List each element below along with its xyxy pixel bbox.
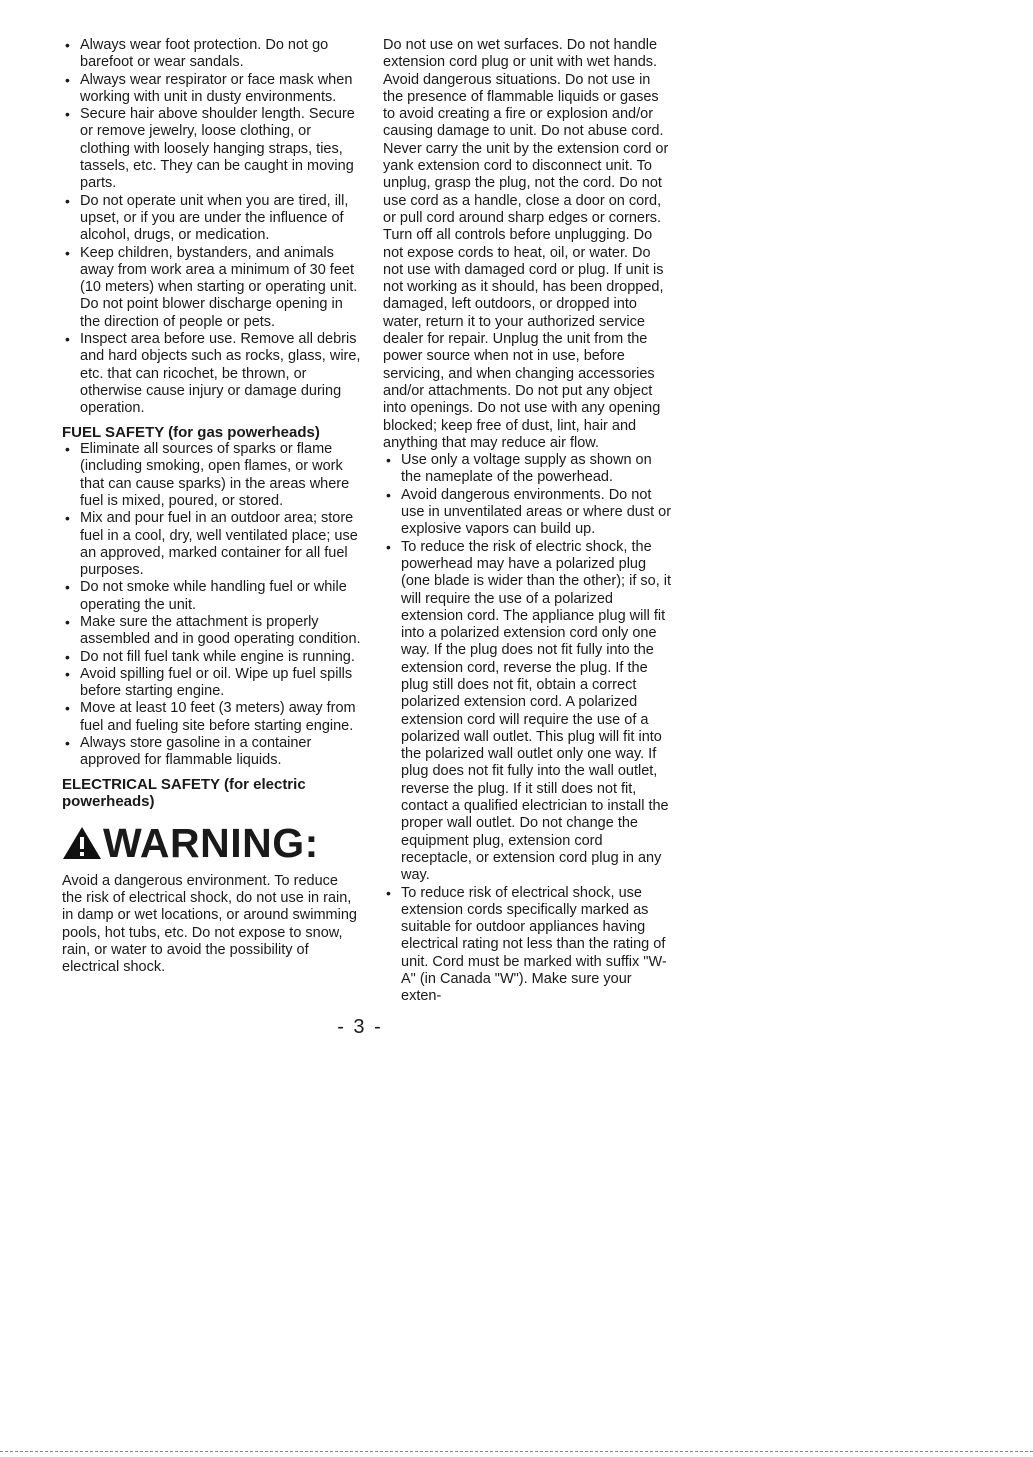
warning-triangle-icon (62, 826, 102, 860)
list-item: • Make sure the attachment is properly assembled and in good operating condition. (62, 614, 362, 649)
list-item: • Do not smoke while handling fuel or while operating the unit. (62, 579, 362, 614)
list-item: • Avoid spilling fuel or oil. Wipe up fuel spills before starting engine. (62, 666, 362, 701)
list-item: • Mix and pour fuel in an outdoor area; store fuel in a cool, dry, well ventilated place; use an approved, marked container for all fuel purposes. (62, 510, 362, 579)
list-item: • Secure hair above shoulder length. Secure or remove jewelry, loose clothing, or clothing with loosely hanging straps, ties, tassels, etc. They can be caught in moving parts. (62, 106, 362, 192)
list-item: • Always wear respirator or face mask when working with unit in dusty environments. (62, 72, 362, 107)
warning-label: WARNING: (103, 819, 319, 866)
list-item: • Keep children, bystanders, and animals away from work area a minimum of 30 feet (10 meters) when starting or operating unit. Do not point blower discharge opening in the direction of people or pets. (62, 245, 362, 331)
electrical-safety-heading: ELECTRICAL SAFETY (for electric powerheads) (62, 775, 306, 811)
list-item: • Move at least 10 feet (3 meters) away from fuel and fueling site before starting engine. (62, 700, 362, 735)
list-item: • Avoid dangerous environments. Do not use in unventilated areas or where dust or explosive vapors can build up. (383, 487, 673, 539)
list-item: • Inspect area before use. Remove all debris and hard objects such as rocks, glass, wire, etc. that can ricochet, be thrown, or otherwise cause injury or damage during operation. (62, 331, 362, 417)
left-column (62, 37, 362, 976)
fuel-safety-heading: FUEL SAFETY (for gas powerheads) (62, 423, 320, 441)
list-item: • Eliminate all sources of sparks or flame (including smoking, open flames, or work that can cause sparks) in the areas where fuel is mixed, poured, or stored. (62, 441, 362, 510)
electrical-bullet-list (383, 452, 673, 1006)
list-item: • Do not fill fuel tank while engine is running. (62, 649, 362, 666)
safety-bullet-list (62, 37, 362, 418)
warning-banner (62, 821, 362, 865)
list-item: • Always wear foot protection. Do not go barefoot or wear sandals. (62, 37, 362, 72)
list-item: • To reduce risk of electrical shock, use extension cords specifically marked as suitable for outdoor appliances having electrical rating not less than the rating of unit. Cord must be marked with suffix "W-A" (in Canada "W"). Make sure your exten- (383, 885, 673, 1006)
list-item: • Use only a voltage supply as shown on the nameplate of the powerhead. (383, 452, 673, 487)
fuel-safety-list (62, 441, 362, 770)
page-number: - 3 - (337, 1016, 383, 1038)
right-column (383, 37, 673, 1006)
warning-paragraph: Avoid a dangerous environment. To reduce the risk of electrical shock, do not use in rain, in damp or wet locations, or around swimming pools, hot tubs, etc. Do not expose to snow, rain, or water to avoid the possibility of electrical shock. (62, 872, 357, 976)
list-item: • To reduce the risk of electric shock, the powerhead may have a polarized plug (one blade is wider than the other); if so, it will require the use of a polarized extension cord. The appliance plug will fit into a polarized extension cord only one way. If the plug does not fit fully into the extension cord, reverse the plug. If the plug still does not fit, obtain a correct polarized extension cord. A polarized extension cord will require the use of a polarized wall outlet. This plug will fit into the polarized wall outlet only one way. If plug does not fit fully into the wall outlet, reverse the plug. If it still does not fit, contact a qualified electrician to install the proper wall outlet. Do not change the equipment plug, extension cord receptacle, or extension cord plug in any way. (383, 539, 673, 885)
list-item: • Always store gasoline in a container approved for flammable liquids. (62, 735, 362, 770)
bottom-divider (0, 1451, 1033, 1452)
list-item: • Do not operate unit when you are tired, ill, upset, or if you are under the influence of alcohol, drugs, or medication. (62, 193, 362, 245)
electrical-paragraph: Do not use on wet surfaces. Do not handle extension cord plug or unit with wet hands. Avoid dangerous situations. Do not use in the presence of flammable liquids or gases to avoid creating a fire or explosion and/or causing damage to unit. Do not abuse cord. Never carry the unit by the extension cord or yank extension cord to disconnect unit. To unplug, grasp the plug, not the cord. Do not use cord as a handle, close a door on cord, or pull cord around sharp edges or corners. Turn off all controls before unplugging. Do not expose cords to heat, oil, or water. Do not use with damaged cord or plug. If unit is not working as it should, has been dropped, damaged, left outdoors, or dropped into water, return it to your authorized service dealer for repair. Unplug the unit from the power source when not in use, before servicing, and when changing accessories and/or attachments. Do not put any object into openings. Do not use with any opening blocked; keep free of dust, lint, hair and anything that may reduce air flow. (383, 37, 669, 451)
